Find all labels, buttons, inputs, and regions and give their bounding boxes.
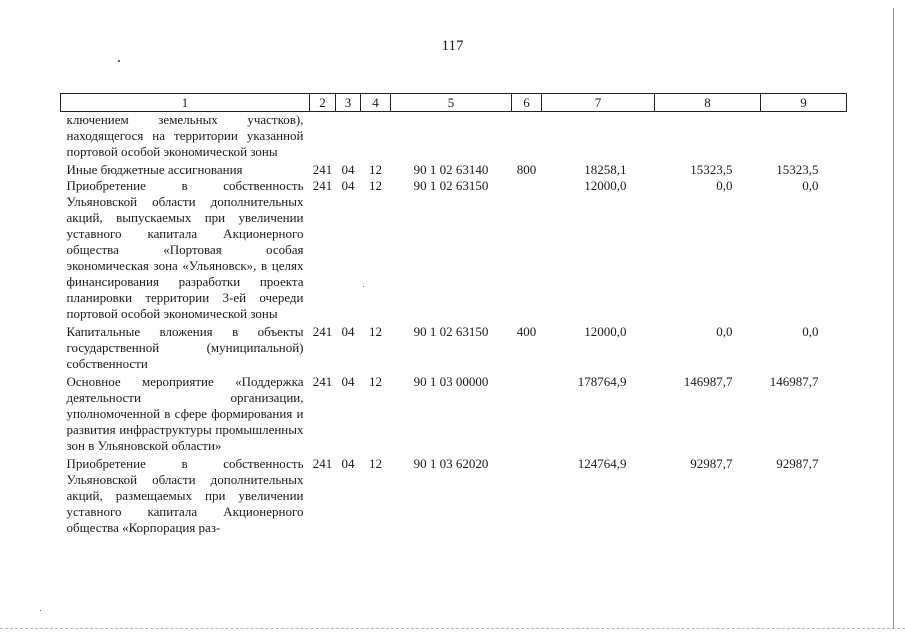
column-header: 3 bbox=[336, 94, 361, 112]
row-value-3 bbox=[761, 112, 847, 161]
column-header: 4 bbox=[361, 94, 391, 112]
row-value-1 bbox=[542, 112, 655, 161]
row-value-1: 12000,0 bbox=[584, 178, 627, 193]
row-csr: 90 1 03 62020 bbox=[413, 456, 489, 471]
row-podrazdel: 12 bbox=[369, 162, 382, 177]
table-row bbox=[61, 372, 847, 454]
row-grbs: 241 bbox=[312, 374, 333, 389]
row-name: Основное мероприятие «Поддержка деятельности организации, уполномоченной в сфере формирования и развития инфраструктуры промышленных зон в Ульяновской области» bbox=[66, 374, 304, 453]
row-value-2: 0,0 bbox=[716, 178, 733, 193]
column-header: 2 bbox=[310, 94, 336, 112]
row-podrazdel bbox=[361, 112, 391, 161]
row-value-1: 124764,9 bbox=[577, 456, 627, 471]
column-header: 1 bbox=[61, 94, 310, 112]
row-value-2: 146987,7 bbox=[683, 374, 733, 389]
row-grbs bbox=[310, 112, 336, 161]
page-number: 117 bbox=[441, 38, 464, 54]
table-header-row bbox=[61, 94, 847, 112]
row-razdel: 04 bbox=[341, 324, 355, 339]
row-vr bbox=[512, 178, 542, 322]
table-row bbox=[61, 322, 847, 372]
row-csr: 90 1 02 63150 bbox=[413, 178, 489, 193]
row-name: ключением земельных участков), находящегося на территории указанной портовой особой экономической зоны bbox=[66, 112, 304, 159]
row-grbs: 241 bbox=[312, 324, 333, 339]
row-name: Капитальные вложения в объекты государственной (муниципальной) собственности bbox=[66, 324, 304, 371]
row-vr bbox=[512, 112, 542, 161]
row-name: Приобретение в собственность Ульяновской области дополнительных акций, выпускаемых при увеличении уставного капитала Акционерного общества «Портовая особая экономическая зона «Ульяновск», в целях финансирования разработки проекта планировки территории 3-ей очереди портовой особой экономической зоны bbox=[66, 178, 304, 321]
table-row bbox=[61, 160, 847, 178]
row-razdel: 04 bbox=[341, 162, 355, 177]
column-header: 9 bbox=[761, 94, 847, 112]
row-grbs: 241 bbox=[312, 162, 333, 177]
row-csr: 90 1 02 63150 bbox=[413, 324, 489, 339]
row-value-2: 15323,5 bbox=[690, 162, 733, 177]
column-header: 8 bbox=[655, 94, 761, 112]
table-row bbox=[61, 112, 847, 161]
row-value-3: 0,0 bbox=[802, 178, 819, 193]
row-value-2: 92987,7 bbox=[690, 456, 733, 471]
row-csr bbox=[391, 112, 512, 161]
row-podrazdel: 12 bbox=[369, 374, 382, 389]
row-podrazdel: 12 bbox=[369, 178, 382, 193]
row-value-2 bbox=[655, 112, 761, 161]
row-razdel: 04 bbox=[341, 178, 355, 193]
row-value-2: 0,0 bbox=[716, 324, 733, 339]
page-edge-bottom bbox=[0, 628, 905, 629]
row-value-3: 0,0 bbox=[802, 324, 819, 339]
scan-speck bbox=[118, 60, 120, 62]
row-value-3: 15323,5 bbox=[776, 162, 819, 177]
row-vr bbox=[512, 454, 542, 536]
column-header: 5 bbox=[391, 94, 512, 112]
table-row bbox=[61, 178, 847, 322]
row-grbs: 241 bbox=[312, 456, 333, 471]
row-razdel: 04 bbox=[341, 456, 355, 471]
row-vr: 800 bbox=[516, 162, 537, 177]
row-podrazdel: 12 bbox=[369, 324, 382, 339]
row-value-1: 18258,1 bbox=[584, 162, 627, 177]
row-name: Иные бюджетные ассигнования bbox=[66, 162, 243, 177]
row-value-3: 146987,7 bbox=[769, 374, 819, 389]
row-value-3: 92987,7 bbox=[776, 456, 819, 471]
row-podrazdel: 12 bbox=[369, 456, 382, 471]
row-value-1: 178764,9 bbox=[577, 374, 627, 389]
row-vr bbox=[512, 372, 542, 454]
column-header: 7 bbox=[542, 94, 655, 112]
scan-speck bbox=[40, 610, 41, 611]
column-header: 6 bbox=[512, 94, 542, 112]
row-razdel bbox=[336, 112, 361, 161]
budget-table bbox=[60, 93, 847, 536]
row-csr: 90 1 03 00000 bbox=[413, 374, 489, 389]
row-name: Приобретение в собственность Ульяновской области дополнительных акций, размещаемых при увеличении уставного капитала Акционерного общества «Корпорация раз- bbox=[66, 456, 304, 535]
page-edge-right bbox=[893, 8, 894, 628]
row-razdel: 04 bbox=[341, 374, 355, 389]
table-row bbox=[61, 454, 847, 536]
row-csr: 90 1 02 63140 bbox=[413, 162, 489, 177]
row-value-1: 12000,0 bbox=[584, 324, 627, 339]
row-grbs: 241 bbox=[312, 178, 333, 193]
row-vr: 400 bbox=[516, 324, 537, 339]
